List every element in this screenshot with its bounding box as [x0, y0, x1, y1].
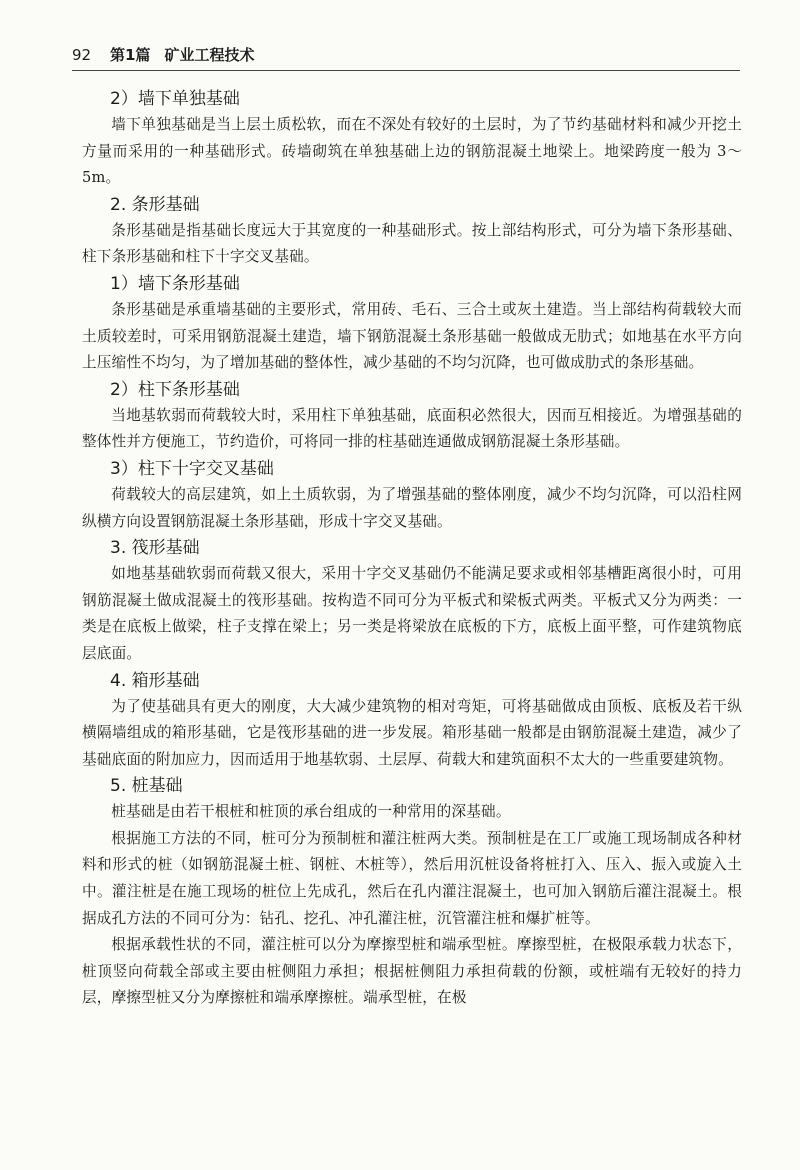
book-title: 矿业工程技术 — [164, 46, 255, 64]
paragraph: 荷载较大的高层建筑，如上土质软弱，为了增强基础的整体刚度，减少不均匀沉降，可以沿柱网纵横方向设置钢筋混凝土条形基础，形成十字交叉基础。 — [82, 485, 742, 530]
paragraph: 条形基础是指基础长度远大于其宽度的一种基础形式。按上部结构形式，可分为墙下条形基础、柱下条形基础和柱下十字交叉基础。 — [82, 221, 742, 266]
section-heading: 3. 筏形基础 — [110, 538, 200, 559]
running-header — [72, 44, 740, 71]
section-heading: 2. 条形基础 — [110, 194, 200, 215]
section-heading: 4. 箱形基础 — [110, 670, 200, 691]
section-heading: 2）墙下单独基础 — [110, 89, 240, 109]
paragraph: 条形基础是承重墙基础的主要形式，常用砖、毛石、三合土或灰土建造。当上部结构荷载较大而土质较差时，可采用钢筋混凝土建造，墙下钢筋混凝土条形基础一般做成无肋式；如地基在水平方向上压缩性不均匀，为了增加基础的整体性，减少基础的不均匀沉降，也可做成肋式的条形基础。 — [82, 300, 742, 372]
paragraph: 当地基软弱而荷载较大时，采用柱下单独基础，底面积必然很大，因而互相接近。为增强基础的整体性并方便施工，节约造价，可将同一排的柱基础连通做成钢筋混凝土条形基础。 — [82, 406, 742, 451]
section-heading: 3）柱下十字交叉基础 — [110, 458, 274, 479]
part-label: 第1篇 — [110, 46, 151, 64]
section-heading: 2）柱下条形基础 — [110, 379, 240, 400]
paragraph: 根据施工方法的不同，桩可分为预制桩和灌注桩两大类。预制桩是在工厂或施工现场制成各种材料和形式的桩（如钢筋混凝土桩、钢桩、木桩等），然后用沉桩设备将桩打入、压入、振入或旋入土中。灌注桩是在施工现场的桩位上先成孔，然后在孔内灌注混凝土，也可加入钢筋后灌注混凝土。根据成孔方法的不同可分为：钻孔、挖孔、冲孔灌注桩，沉管灌注桩和爆扩桩等。 — [82, 829, 742, 927]
page-number: 92 — [72, 46, 92, 64]
section-heading: 5. 桩基础 — [110, 776, 183, 797]
paragraph: 桩基础是由若干根桩和桩顶的承台组成的一种常用的深基础。 — [111, 803, 511, 821]
section-heading: 1）墙下条形基础 — [110, 273, 240, 294]
paragraph: 如地基基础软弱而荷载又很大，采用十字交叉基础仍不能满足要求或相邻基槽距离很小时，可用钢筋混凝土做成混凝土的筏形基础。按构造不同可分为平板式和梁板式两类。平板式又分为两类：一类是在底板上做梁，柱子支撑在梁上；另一类是将梁放在底板的下方，底板上面平整，可作建筑物底层底面。 — [82, 565, 742, 662]
paragraph: 为了使基础具有更大的刚度，大大减少建筑物的相对弯矩，可将基础做成由顶板、底板及若干纵横隔墙组成的箱形基础，它是筏形基础的进一步发展。箱形基础一般都是由钢筋混凝土建造，减少了基础底面的附加应力，因而适用于地基软弱、土层厚、荷载大和建筑面积不太大的一些重要建筑物。 — [82, 697, 742, 768]
body-text — [82, 86, 742, 1012]
paragraph: 根据承载性状的不同，灌注桩可以分为摩擦型桩和端承型桩。摩擦型桩，在极限承载力状态下，桩顶竖向荷载全部或主要由桩侧阻力承担；根据桩侧阻力承担荷载的份额，或桩端有无较好的持力层，摩擦型桩又分为摩擦桩和端承摩擦桩。端承型桩，在极 — [82, 936, 742, 1007]
paragraph: 墙下单独基础是当上层土质松软，而在不深处有较好的土层时，为了节约基础材料和减少开挖土方量而采用的一种基础形式。砖墙砌筑在单独基础上边的钢筋混凝土地梁上。地梁跨度一般为 3～5m。 — [82, 116, 742, 187]
